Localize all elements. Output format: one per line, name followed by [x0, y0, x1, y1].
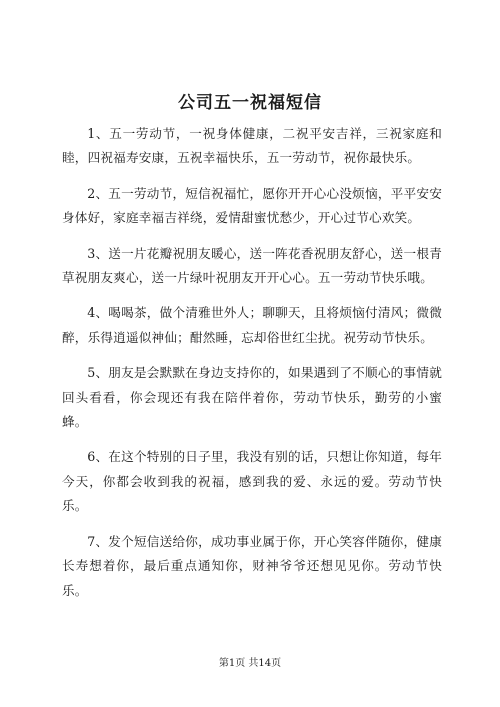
document-body [62, 122, 442, 614]
page-number-footer: 第1页 共14页 [218, 658, 282, 669]
paragraph: 2、五一劳动节，短信祝福忙，愿你开开心心没烦恼，平平安安身体好，家庭幸福吉祥绕，爱情甜蜜忧愁少，开心过节心欢笑。 [62, 185, 442, 226]
paragraph: 1、五一劳动节，一祝身体健康，二祝平安吉祥，三祝家庭和睦，四祝福寿安康，五祝幸福快乐，五一劳动节，祝你最快乐。 [62, 126, 442, 166]
paragraph: 4、喝喝茶，做个清雅世外人；聊聊天，且将烦恼付清风；微微醉，乐得逍遥似神仙；酣然睡，忘却俗世红尘扰。祝劳动节快乐。 [62, 305, 442, 345]
paragraph: 7、发个短信送给你，成功事业属于你，开心笑容伴随你，健康长寿想着你，最后重点通知你，财神爷爷还想见见你。劳动节快乐。 [62, 533, 442, 598]
document-title: 公司五一祝福短信 [178, 93, 322, 113]
paragraph: 3、送一片花瓣祝朋友暖心，送一阵花香祝朋友舒心，送一根青草祝朋友爽心，送一片绿叶祝朋友开开心心。五一劳动节快乐哦。 [62, 245, 442, 286]
paragraph: 6、在这个特别的日子里，我没有别的话，只想让你知道，每年今天，你都会收到我的祝福，感到我的爱、永远的爱。劳动节快乐。 [62, 449, 442, 514]
paragraph: 5、朋友是会默默在身边支持你的，如果遇到了不顺心的事情就回头看看，你会现还有我在陪伴着你，劳动节快乐，勤劳的小蜜蜂。 [62, 365, 442, 430]
